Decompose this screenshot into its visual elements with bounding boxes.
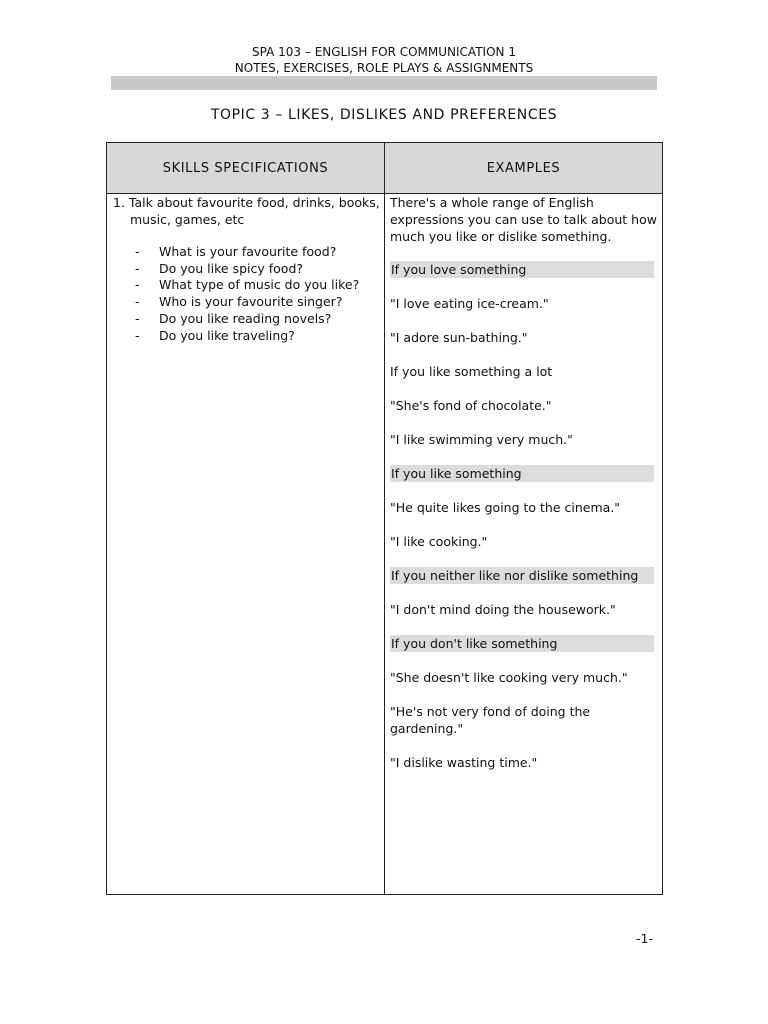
bullet-dash: -	[135, 327, 140, 343]
column-header-skills: SKILLS SPECIFICATIONS	[107, 143, 384, 193]
example-category-heading: If you love something	[390, 261, 654, 278]
header-divider-bar	[111, 76, 657, 90]
example-category-heading: If you don't like something	[390, 635, 654, 652]
examples-list	[390, 261, 658, 771]
question-list	[113, 244, 381, 344]
example-sentence: "I dislike wasting time."	[390, 755, 538, 770]
example-sentence: "She doesn't like cooking very much."	[390, 670, 628, 685]
question-item	[113, 311, 381, 328]
question-text: What is your favourite food?	[159, 244, 337, 259]
column-divider	[384, 143, 385, 894]
header-course-title: SPA 103 – ENGLISH FOR COMMUNICATION 1	[252, 45, 516, 59]
skills-cell	[113, 194, 381, 344]
question-item	[113, 244, 381, 261]
topic-title: TOPIC 3 – LIKES, DISLIKES AND PREFERENCES	[210, 107, 558, 123]
example-sentence: "He quite likes going to the cinema."	[390, 500, 621, 515]
bullet-dash: -	[135, 277, 140, 293]
bullet-dash: -	[135, 294, 140, 310]
example-sentence: "I don't mind doing the housework."	[390, 602, 616, 617]
bullet-dash: -	[135, 244, 140, 259]
example-sentence: "I like cooking."	[390, 534, 488, 549]
page-number: -1-	[636, 931, 653, 946]
header-subtitle: NOTES, EXERCISES, ROLE PLAYS & ASSIGNMENTS	[234, 61, 534, 75]
question-item	[113, 261, 381, 278]
page-header	[0, 44, 768, 76]
examples-cell	[390, 194, 658, 788]
question-text: Do you like spicy food?	[159, 260, 304, 276]
example-sentence: "I love eating ice-cream."	[390, 296, 549, 311]
question-text: Do you like traveling?	[159, 327, 295, 343]
skill-description-line2: music, games, etc	[130, 212, 245, 227]
question-text: Who is your favourite singer?	[159, 294, 343, 310]
skill-description-line1: 1. Talk about favourite food, drinks, books,	[113, 195, 380, 210]
example-sentence: "I like swimming very much."	[390, 432, 573, 447]
question-item	[113, 277, 381, 294]
bullet-dash: -	[135, 260, 140, 276]
question-text: Do you like reading novels?	[159, 310, 332, 326]
column-header-examples: EXAMPLES	[385, 143, 662, 193]
example-sentence: If you like something a lot	[390, 364, 553, 379]
example-sentence: "He's not very fond of doing the gardening."	[390, 704, 591, 736]
example-category-heading: If you like something	[390, 465, 654, 482]
question-item	[113, 328, 381, 345]
example-sentence: "She's fond of chocolate."	[390, 398, 552, 413]
question-item	[113, 294, 381, 311]
skills-examples-table	[106, 142, 663, 895]
example-category-heading: If you neither like nor dislike something	[390, 567, 654, 584]
question-text: What type of music do you like?	[159, 277, 360, 293]
bullet-dash: -	[135, 310, 140, 326]
examples-intro: There's a whole range of English expressions you can use to talk about how much you like or dislike something.	[390, 195, 657, 244]
example-sentence: "I adore sun-bathing."	[390, 330, 528, 345]
